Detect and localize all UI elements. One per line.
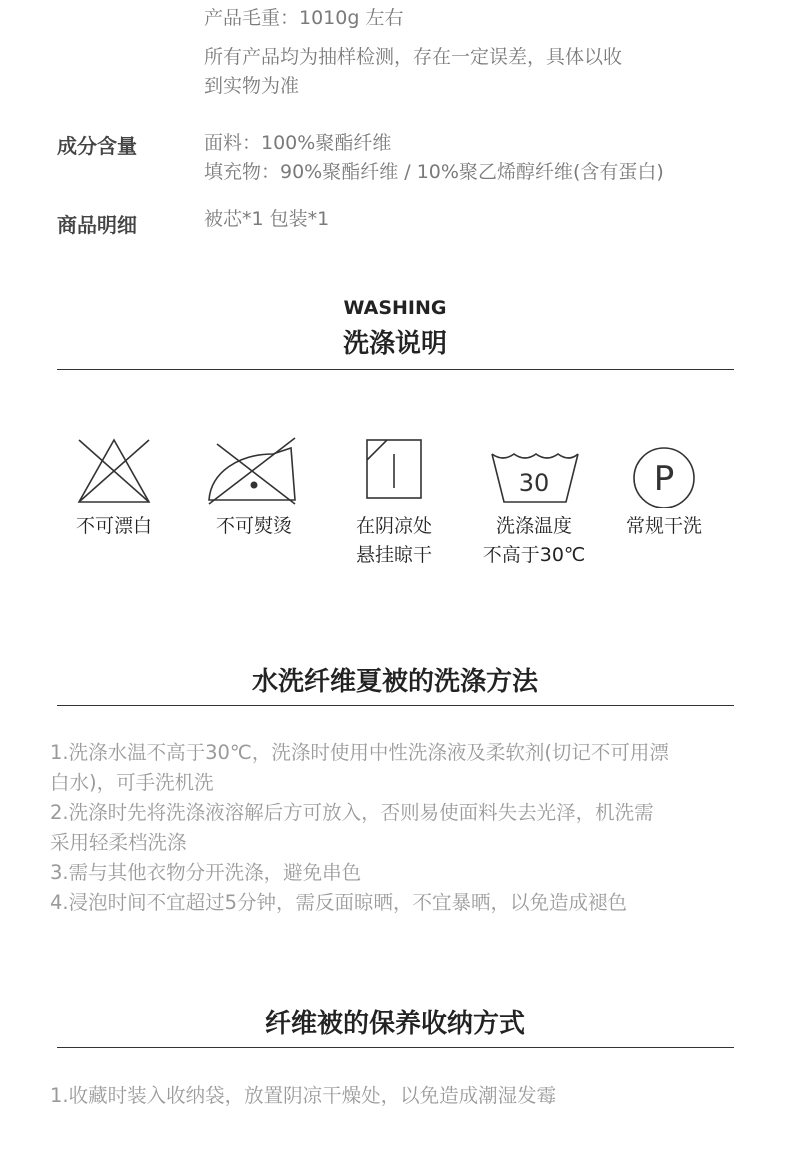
- divider: [57, 1047, 734, 1048]
- care-no-bleach: [44, 434, 184, 541]
- divider: [57, 705, 734, 706]
- filling-text: 填充物：90%聚酯纤维 / 10%聚乙烯醇纤维(含有蛋白): [204, 161, 664, 183]
- no-iron-icon: [199, 434, 309, 508]
- detail-label: 商品明细: [57, 213, 137, 237]
- svg-text:P: P: [653, 459, 675, 499]
- paragraph-line: 3.需与其他衣物分开洗涤，避免串色: [50, 861, 362, 884]
- paragraph-line: 4.浸泡时间不宜超过5分钟，需反面晾晒，不宜暴晒，以免造成褪色: [50, 891, 628, 914]
- storage-text: [50, 1081, 750, 1111]
- svg-text:30: 30: [518, 469, 550, 497]
- paragraph-line: 白水)，可手洗机洗: [50, 771, 214, 794]
- dry-clean-p-icon: [624, 434, 704, 508]
- no-bleach-icon: [74, 434, 154, 508]
- wash-30-icon: [486, 434, 582, 508]
- paragraph-line: 1.洗涤水温不高于30℃，洗涤时使用中性洗涤液及柔软剂(切记不可用漂: [50, 741, 669, 764]
- line-dry-shade-icon: [354, 434, 434, 508]
- care-wash-30: [464, 434, 604, 570]
- care-no-iron: [184, 434, 324, 541]
- fabric-text: 面料：100%聚酯纤维: [204, 132, 392, 154]
- note-line-1: 所有产品均为抽样检测，存在一定误差，具体以收: [204, 46, 623, 68]
- paragraph-line: 采用轻柔档洗涤: [50, 831, 187, 854]
- care-line-dry-shade: [324, 434, 464, 570]
- wash-method-title: 水洗纤维夏被的洗涤方法: [251, 667, 538, 697]
- composition-label: 成分含量: [57, 134, 137, 158]
- divider: [57, 369, 734, 370]
- weight-text: 产品毛重：1010g 左右: [204, 7, 404, 29]
- care-label: 洗涤温度 不高于30℃: [482, 515, 586, 566]
- storage-title: 纤维被的保养收纳方式: [264, 1009, 525, 1039]
- care-label: 在阴凉处 悬挂晾干: [355, 515, 432, 566]
- paragraph-line: 1.收藏时装入收纳袋，放置阴凉干燥处，以免造成潮湿发霉: [50, 1084, 557, 1107]
- washing-title: 洗涤说明: [342, 329, 447, 359]
- care-label: 不可熨烫: [215, 515, 292, 537]
- paragraph-line: 2.洗涤时先将洗涤液溶解后方可放入，否则易使面料失去光泽，机洗需: [50, 801, 654, 824]
- wash-method-text: [50, 738, 750, 918]
- note-line-2: 到实物为准: [204, 75, 300, 97]
- detail-value: 被芯*1 包装*1: [204, 208, 330, 230]
- care-dry-clean: [594, 434, 734, 541]
- care-label: 不可漂白: [75, 515, 152, 537]
- care-label: 常规干洗: [625, 515, 702, 537]
- washing-eyebrow: WASHING: [343, 297, 447, 319]
